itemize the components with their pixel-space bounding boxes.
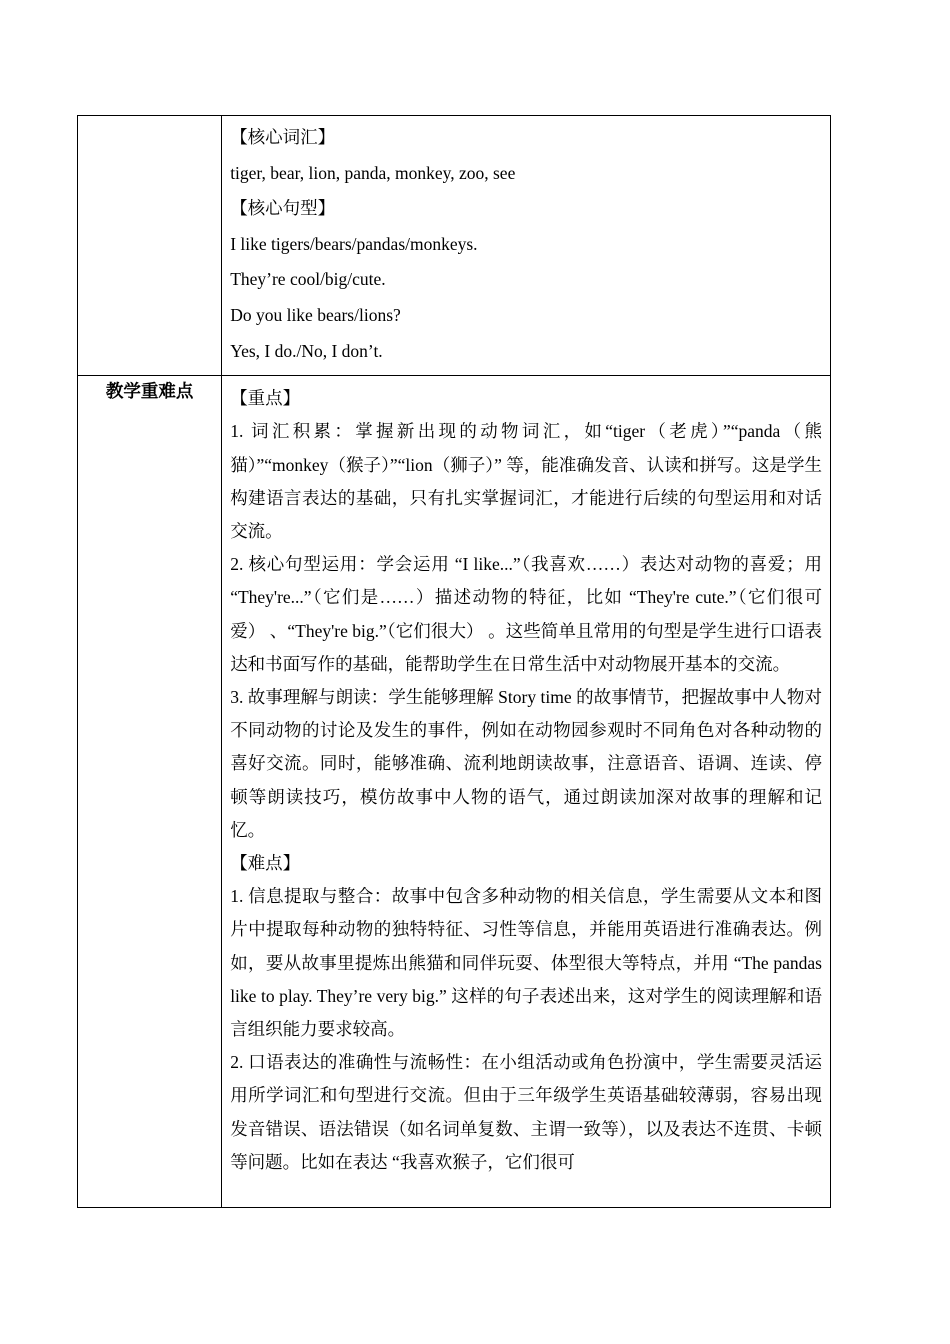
row-label	[78, 116, 221, 119]
table-row	[78, 116, 831, 376]
sentence-pattern: Yes, I do./No, I don’t.	[230, 340, 383, 361]
row-label-key-points: 教学重难点	[105, 382, 194, 403]
lesson-plan-table	[77, 115, 831, 1208]
table-row	[78, 376, 831, 1208]
difficulty-paragraph: 1. 信息提取与整合：故事中包含多种动物的相关信息，学生需要从文本和图片中提取每种动物的独特特征、习性等信息，并能用英语进行准确表达。例如，要从故事里提炼出熊猫和同伴玩耍、体型很大等特点，并用 “The pandas like to play. They’re very big.” 这样的句子表述出来，这对学生的阅读理解和语言组织能力要求较高。	[230, 886, 822, 1040]
section-heading-core-sentences: 【核心句型】	[230, 198, 336, 219]
row-content-cell	[222, 116, 831, 376]
row-content-cell	[222, 376, 831, 1208]
section-heading-difficulties: 【难点】	[230, 853, 301, 873]
sentence-pattern: They’re cool/big/cute.	[230, 269, 386, 290]
key-point-paragraph: 2. 核心句型运用：学会运用 “I like...”（我喜欢……）表达对动物的喜爱；用 “They're...”（它们是……）描述动物的特征，比如 “They're cute.”（它们很可爱） 、“They're big.”（它们很大） 。这些简单且常用的句型是学生进行口语表达和书面写作的基础，能帮助学生在日常生活中对动物展开基本的交流。	[230, 554, 822, 674]
sentence-pattern: Do you like bears/lions?	[230, 304, 401, 325]
row-label-cell	[78, 116, 222, 376]
row-label-cell	[78, 376, 222, 1208]
section-heading-key-points: 【重点】	[230, 388, 301, 409]
key-point-paragraph: 3. 故事理解与朗读：学生能够理解 Story time 的故事情节，把握故事中人物对不同动物的讨论及发生的事件，例如在动物园参观时不同角色对各种动物的喜好交流。同时，能够准确、流利地朗读故事，注意语音、语调、连读、停顿等朗读技巧，模仿故事中人物的语气，通过朗读加深对故事的理解和记忆。	[230, 686, 822, 840]
vocabulary-list: tiger, bear, lion, panda, monkey, zoo, see	[230, 162, 516, 183]
key-point-paragraph: 1. 词汇积累：掌握新出现的动物词汇，如“tiger（老虎）”“panda（熊猫）”“monkey（猴子）”“lion（狮子）” 等，能准确发音、认读和拼写。这是学生构建语言表达的基础，只有扎实掌握词汇，才能进行后续的句型运用和对话交流。	[230, 421, 822, 541]
section-heading-core-vocabulary: 【核心词汇】	[230, 127, 336, 147]
sentence-pattern: I like tigers/bears/pandas/monkeys.	[230, 233, 478, 254]
difficulty-paragraph: 2. 口语表达的准确性与流畅性：在小组活动或角色扮演中，学生需要灵活运用所学词汇和句型进行交流。但由于三年级学生英语基础较薄弱，容易出现发音错误、语法错误（如名词单复数、主谓一致等），以及表达不连贯、卡顿等问题。比如在表达 “我喜欢猴子，它们很可	[230, 1052, 822, 1172]
